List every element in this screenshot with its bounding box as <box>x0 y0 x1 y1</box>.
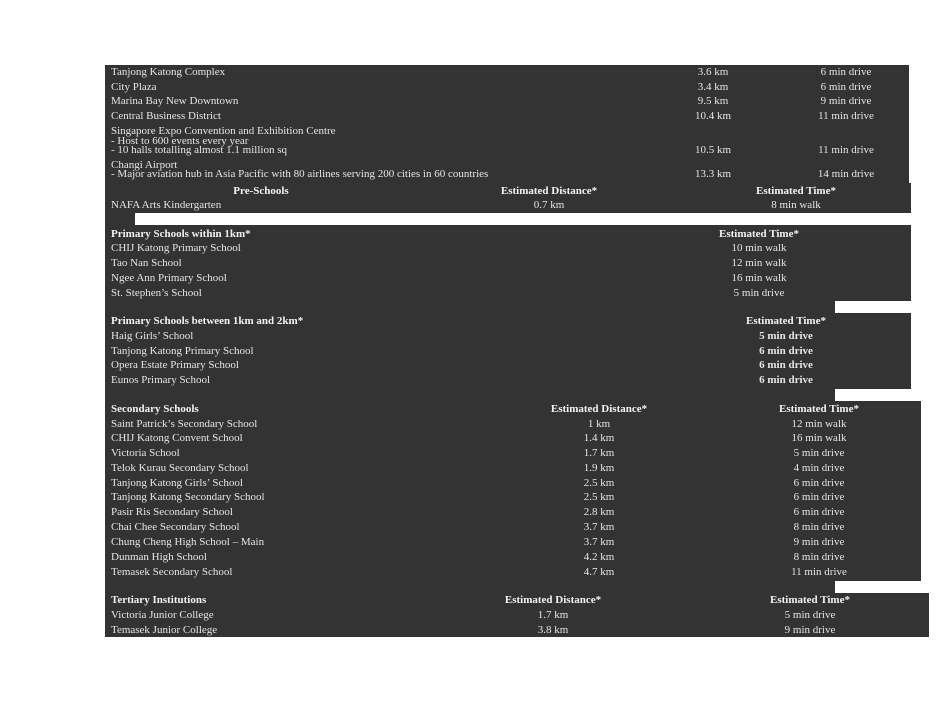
column-header-name: Primary Schools between 1km and 2km* <box>111 315 304 327</box>
column-header-time: Estimated Time* <box>719 228 799 240</box>
column-header-name: Tertiary Institutions <box>111 594 207 606</box>
table-row <box>0 198 943 212</box>
school-time: 5 min drive <box>759 330 813 342</box>
table-header <box>0 402 943 416</box>
school-time: 16 min walk <box>791 432 847 444</box>
primary-1km-table-tail <box>105 301 835 313</box>
table-row <box>0 373 943 387</box>
amenity-time: 6 min drive <box>820 81 872 93</box>
school-name: Saint Patrick’s Secondary School <box>111 418 258 430</box>
amenity-name: Singapore Expo Convention and Exhibition Centre <box>111 125 336 137</box>
school-name: Temasek Secondary School <box>111 566 233 578</box>
school-distance: 1.7 km <box>583 447 615 459</box>
school-distance: 3.7 km <box>583 536 615 548</box>
school-distance: 3.7 km <box>583 521 615 533</box>
amenity-name: Tanjong Katong Complex <box>111 66 226 78</box>
school-name: Eunos Primary School <box>111 374 210 386</box>
amenity-name: City Plaza <box>111 81 157 93</box>
table-row <box>0 431 943 445</box>
school-time: 5 min drive <box>784 609 836 621</box>
amenity-time: 11 min drive <box>818 110 874 122</box>
table-row <box>0 80 943 94</box>
amenity-distance: 9.5 km <box>697 95 729 107</box>
school-time: 6 min drive <box>759 359 813 371</box>
amenity-distance: 3.4 km <box>697 81 729 93</box>
table-header <box>0 227 943 241</box>
school-name: NAFA Arts Kindergarten <box>111 199 222 211</box>
column-header-distance: Estimated Distance* <box>504 594 602 606</box>
school-time: 8 min drive <box>793 521 845 533</box>
school-distance: 1.9 km <box>583 462 615 474</box>
school-time: 8 min drive <box>793 551 845 563</box>
school-name: Telok Kurau Secondary School <box>111 462 249 474</box>
table-row <box>0 417 943 431</box>
school-time: 5 min drive <box>733 287 785 299</box>
column-header-time: Estimated Time* <box>779 403 859 415</box>
school-name: Opera Estate Primary School <box>111 359 239 371</box>
table-row <box>0 344 943 358</box>
school-name: Tanjong Katong Secondary School <box>111 491 265 503</box>
table-row <box>0 94 943 108</box>
school-distance: 2.5 km <box>583 477 615 489</box>
column-header-time: Estimated Time* <box>770 594 850 606</box>
table-row <box>0 565 943 579</box>
table-row <box>0 461 943 475</box>
school-time: 8 min walk <box>771 199 821 211</box>
school-name: Tao Nan School <box>111 257 182 269</box>
column-header-name: Secondary Schools <box>111 403 199 415</box>
amenity-distance: 10.4 km <box>694 110 732 122</box>
school-time: 6 min drive <box>793 506 845 518</box>
school-name: Victoria Junior College <box>111 609 214 621</box>
table-row <box>0 286 943 300</box>
table-row <box>0 490 943 504</box>
amenity-distance: 10.5 km <box>694 144 732 156</box>
amenity-note: - Major aviation hub in Asia Pacific with 80 airlines serving 200 cities in 60 countries <box>111 168 489 180</box>
amenity-time: 6 min drive <box>820 66 872 78</box>
school-name: Tanjong Katong Girls’ School <box>111 477 243 489</box>
table-row <box>0 109 943 123</box>
school-name: Pasir Ris Secondary School <box>111 506 233 518</box>
school-time: 6 min drive <box>793 477 845 489</box>
school-name: Chung Cheng High School – Main <box>111 536 265 548</box>
column-header-distance: Estimated Distance* <box>500 185 598 197</box>
amenity-name: Marina Bay New Downtown <box>111 95 239 107</box>
amenity-name: Central Business District <box>111 110 221 122</box>
amenity-time: 11 min drive <box>818 144 874 156</box>
school-time: 10 min walk <box>731 242 787 254</box>
school-time: 16 min walk <box>731 272 787 284</box>
table-row <box>0 329 943 343</box>
school-time: 12 min walk <box>731 257 787 269</box>
column-header-time: Estimated Time* <box>756 185 836 197</box>
school-name: Tanjong Katong Primary School <box>111 345 254 357</box>
amenity-name: Changi Airport <box>111 159 178 171</box>
table-row <box>0 505 943 519</box>
school-distance: 2.5 km <box>583 491 615 503</box>
school-time: 6 min drive <box>759 374 813 386</box>
column-header-name: Primary Schools within 1km* <box>111 228 251 240</box>
school-time: 9 min drive <box>784 624 836 636</box>
school-name: Ngee Ann Primary School <box>111 272 227 284</box>
school-name: Haig Girls’ School <box>111 330 194 342</box>
secondary-table-tail <box>105 581 835 593</box>
amenity-time: 9 min drive <box>820 95 872 107</box>
table-row <box>0 358 943 372</box>
table-header <box>0 593 943 607</box>
amenity-note: - 10 halls totalling almost 1.1 million sq <box>111 144 287 156</box>
school-name: Dunman High School <box>111 551 207 563</box>
school-name: CHIJ Katong Primary School <box>111 242 241 254</box>
school-time: 6 min drive <box>759 345 813 357</box>
school-distance: 4.7 km <box>583 566 615 578</box>
table-row <box>0 535 943 549</box>
school-distance: 0.7 km <box>533 199 565 211</box>
school-name: St. Stephen’s School <box>111 287 202 299</box>
school-time: 12 min walk <box>791 418 847 430</box>
amenity-distance: 3.6 km <box>697 66 729 78</box>
school-time: 5 min drive <box>793 447 845 459</box>
school-name: Chai Chee Secondary School <box>111 521 240 533</box>
amenity-time: 14 min drive <box>817 168 875 180</box>
column-header-distance: Estimated Distance* <box>550 403 648 415</box>
table-header <box>0 314 943 328</box>
school-distance: 4.2 km <box>583 551 615 563</box>
table-row <box>0 241 943 255</box>
preschools-table-tail <box>105 213 135 225</box>
table-row <box>0 608 943 622</box>
table-row <box>0 520 943 534</box>
column-header-time: Estimated Time* <box>746 315 826 327</box>
school-time: 9 min drive <box>793 536 845 548</box>
school-distance: 2.8 km <box>583 506 615 518</box>
table-header <box>0 184 943 198</box>
table-row <box>0 476 943 490</box>
table-row <box>0 65 943 79</box>
school-distance: 3.8 km <box>537 624 569 636</box>
school-name: CHIJ Katong Convent School <box>111 432 243 444</box>
school-name: Victoria School <box>111 447 180 459</box>
school-time: 4 min drive <box>793 462 845 474</box>
table-row <box>0 446 943 460</box>
school-time: 6 min drive <box>793 491 845 503</box>
table-row <box>0 623 943 637</box>
school-distance: 1 km <box>587 418 611 430</box>
school-distance: 1.7 km <box>537 609 569 621</box>
school-name: Temasek Junior College <box>111 624 218 636</box>
table-row <box>0 271 943 285</box>
table-row <box>0 550 943 564</box>
school-time: 11 min drive <box>791 566 847 578</box>
amenity-note: - Host to 600 events every year <box>111 135 249 147</box>
table-row <box>0 256 943 270</box>
column-header-name: Pre-Schools <box>233 185 289 197</box>
primary-1-2km-table-tail <box>105 389 835 401</box>
school-distance: 1.4 km <box>583 432 615 444</box>
amenity-distance: 13.3 km <box>694 168 732 180</box>
